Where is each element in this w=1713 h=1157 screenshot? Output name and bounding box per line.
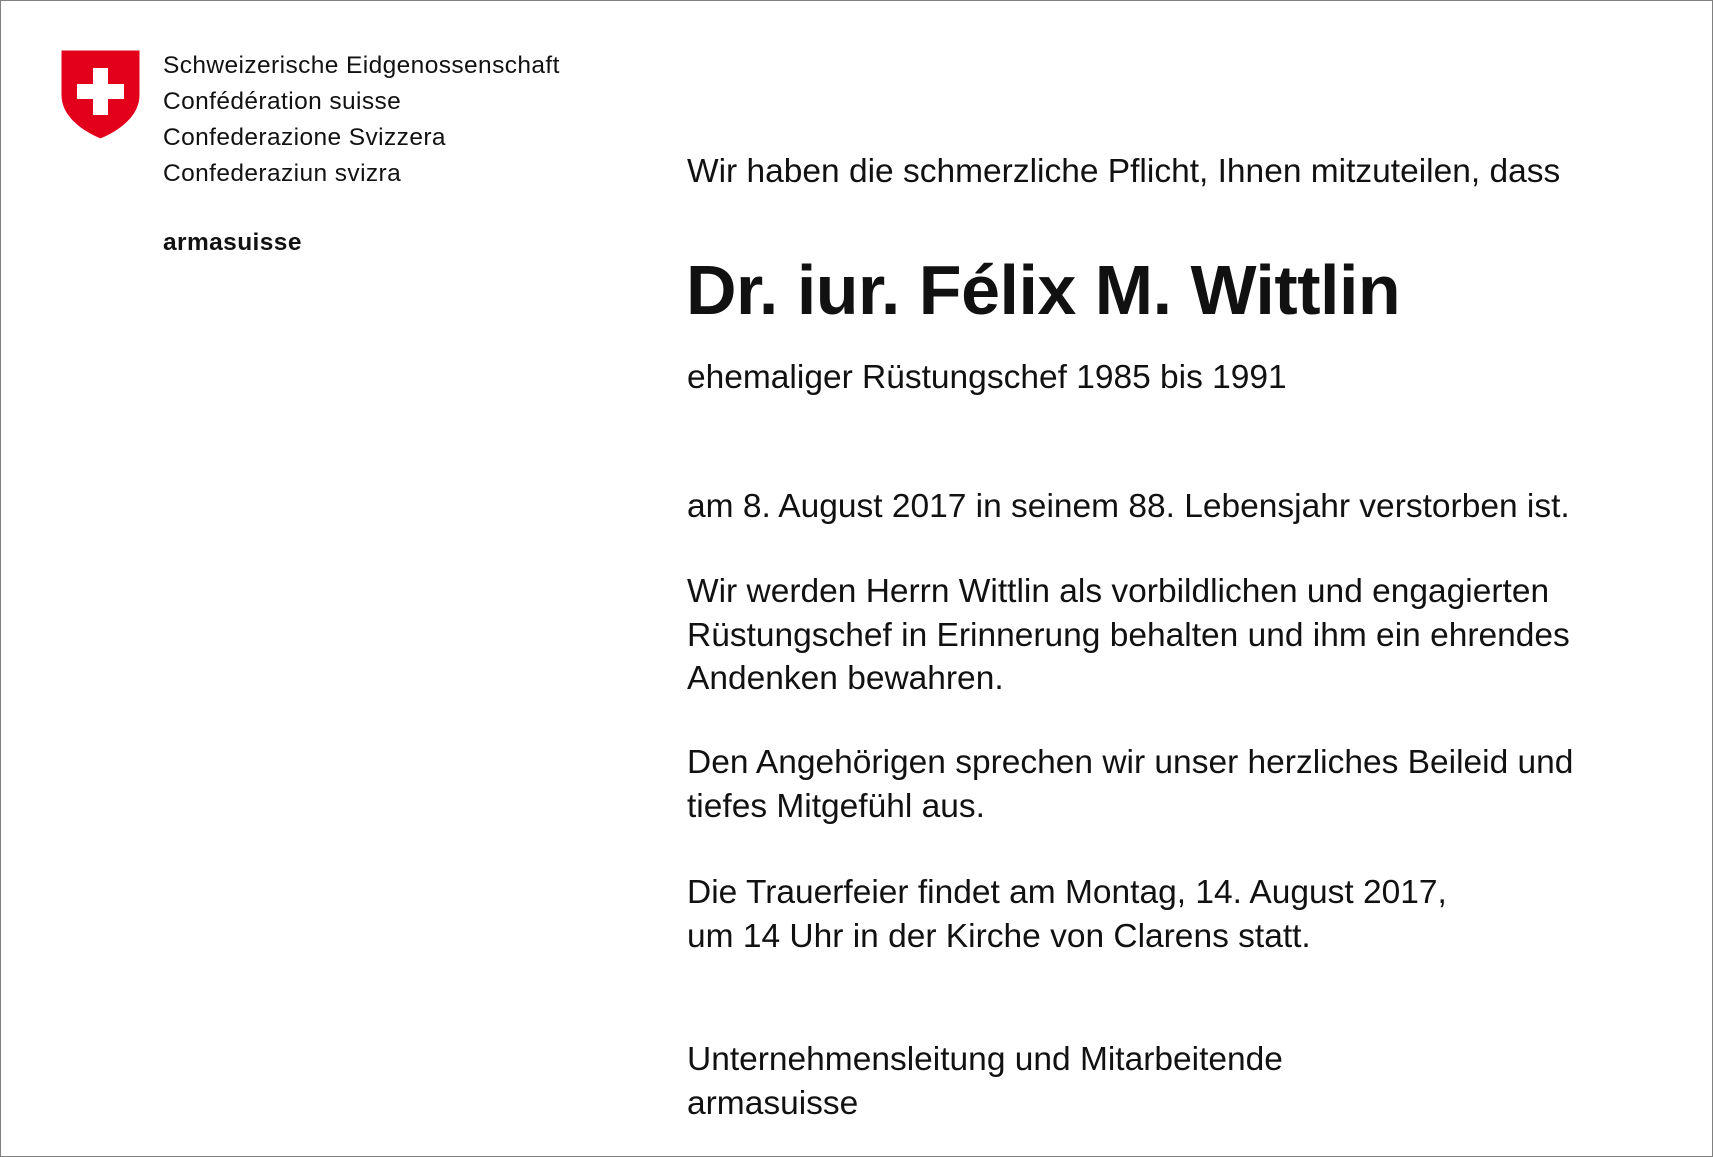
signature-line: Unternehmensleitung und Mitarbeitende bbox=[687, 1041, 1283, 1078]
agency-line-it: Confederazione Svizzera bbox=[163, 124, 446, 151]
tribute-line: Andenken bewahren. bbox=[687, 660, 1004, 697]
condolence-line: tiefes Mitgefühl aus. bbox=[687, 787, 985, 825]
swiss-crest-icon bbox=[60, 49, 141, 140]
org-name: armasuisse bbox=[163, 229, 302, 256]
funeral-line: um 14 Uhr in der Kirche von Clarens statt. bbox=[687, 917, 1311, 955]
deceased-role: ehemaliger Rüstungschef 1985 bis 1991 bbox=[687, 359, 1287, 396]
death-statement: am 8. August 2017 in seinem 88. Lebensjahr verstorben ist. bbox=[687, 488, 1570, 525]
condolence-line: Den Angehörigen sprechen wir unser herzliches Beileid und bbox=[687, 744, 1574, 781]
agency-line-fr: Confédération suisse bbox=[163, 88, 402, 115]
funeral-line: Die Trauerfeier findet am Montag, 14. August 2017, bbox=[687, 874, 1447, 911]
notice-intro: Wir haben die schmerzliche Pflicht, Ihnen mitzuteilen, dass bbox=[687, 153, 1561, 190]
agency-line-de: Schweizerische Eidgenossenschaft bbox=[163, 52, 560, 79]
federal-administration-lines bbox=[163, 48, 560, 192]
signature-block bbox=[687, 1038, 1283, 1125]
tribute-paragraph bbox=[687, 570, 1570, 701]
tribute-line: Rüstungschef in Erinnerung behalten und ihm ein ehrendes bbox=[687, 616, 1570, 654]
condolence-paragraph bbox=[687, 741, 1573, 828]
funeral-paragraph bbox=[687, 871, 1447, 958]
signature-line: armasuisse bbox=[687, 1084, 859, 1122]
tribute-line: Wir werden Herrn Wittlin als vorbildlichen und engagierten bbox=[687, 573, 1550, 610]
deceased-name: Dr. iur. Félix M. Wittlin bbox=[686, 251, 1401, 329]
agency-line-rm: Confederaziun svizra bbox=[163, 160, 402, 187]
